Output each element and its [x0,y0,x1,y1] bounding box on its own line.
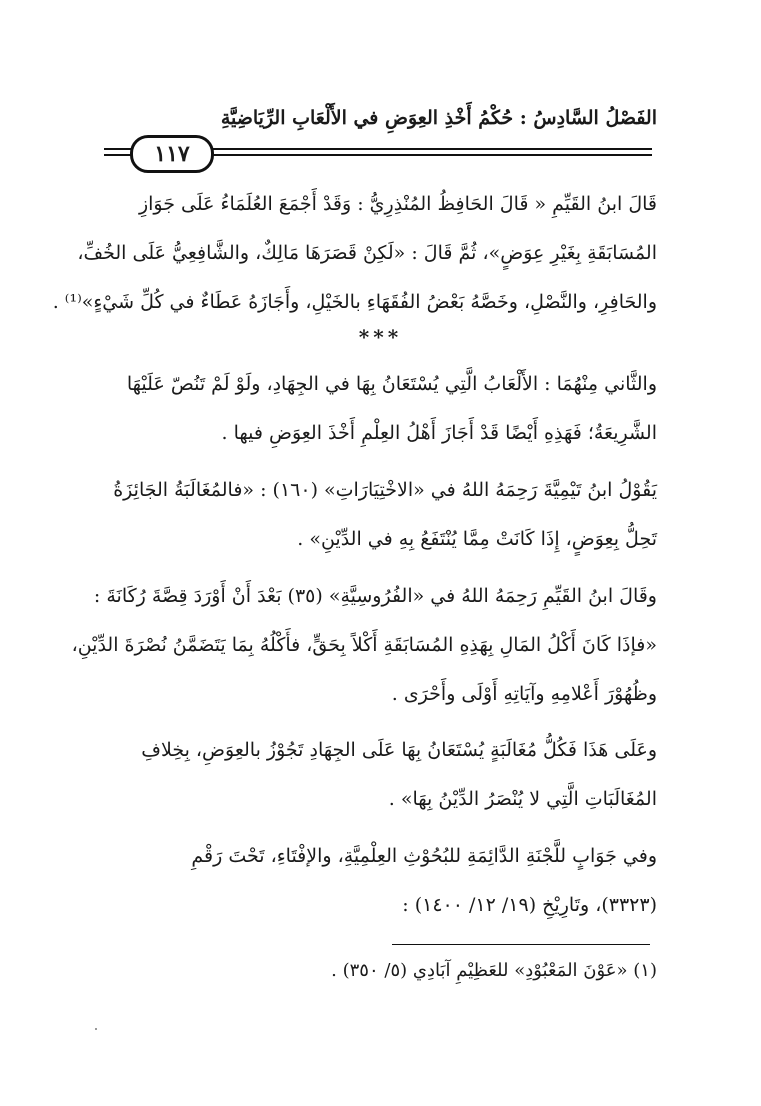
footnote-rule [392,944,650,945]
text-line: المُسَابَقَةِ بِغَيْرِ عِوَضٍ»، ثُمَّ قَالَ : «لَكِنْ قَصَرَهَا مَالِكٌ، والشَّافِعِيُّ عَلَى الخُفِّ، [77,242,657,264]
text-line: «فإذَا كَانَ أَكْلُ المَالِ بِهَذِهِ المُسَابَقَةِ أَكْلاً بِحَقٍّ، فأَكْلُهُ بِمَا يَتَضَمَّنُ نُصْرَةَ الدِّيْنِ، [71,634,657,656]
paragraph-4 [71,572,657,719]
scan-speck [95,1028,97,1030]
text-line: والحَافِرِ، والنَّصْلِ، وخَصَّهُ بَعْضُ الفُقَهَاءِ بالخَيْلِ، وأَجَازَهُ عَطَاءٌ في كُلِّ شَيْءٍ»⁽¹⁾ . [52,291,657,313]
text-line: المُغَالَبَاتِ الَّتِي لا يُنْصَرُ الدِّيْنُ بِهَا» . [388,788,657,810]
text-line: تَحِلُّ بِعِوَضٍ، إِذَا كَانَتْ مِمَّا يُنْتَفَعُ بِهِ في الدِّيْنِ» . [297,528,657,550]
section-separator: *** [358,325,403,349]
text-line: قَالَ ابنُ القَيِّمِ « قَالَ الحَافِظُ المُنْذِرِيُّ : وَقَدْ أَجْمَعَ العُلَمَاءُ عَلَى جَوَازِ [138,193,657,215]
text-line: وقَالَ ابنُ القَيِّمِ رَحِمَهُ اللهُ في «الفُرُوسِيَّةِ» (٣٥) بَعْدَ أَنْ أَوْرَدَ قِصَّةَ رُكَانَةَ : [93,585,657,607]
text-line: والثَّاني مِنْهُمَا : الأَلْعَابُ الَّتِي يُسْتَعَانُ بِهَا في الجِهَادِ، ولَوْ لَمْ تَنُصّ عَلَيْهَا [126,373,657,395]
page-number: ١١٧ [130,135,214,173]
text-line: وفي جَوَابٍ للَّجْنَةِ الدَّائِمَةِ للبُحُوْثِ العِلْمِيَّةِ، والإفْتَاءِ، تَحْتَ رَقْمِ [191,845,657,867]
text-line: وظُهُوْرَ أَعْلامِهِ وآيَاتِهِ أَوْلَى وأَحْرَى . [391,683,657,705]
text-line: يَقُوْلُ ابنُ تَيْمِيَّةَ رَحِمَهُ اللهُ في «الاخْتِيَارَاتِ» (١٦٠) : «فالمُغَالَبَةُ الجَائِزَةُ [113,479,657,501]
paragraph-5 [109,726,657,824]
text-line: الشَّرِيعَةُ؛ فَهَذِهِ أَيْضًا قَدْ أَجَازَ أَهْلُ العِلْمِ أَخْذَ العِوَضِ فيها . [221,422,657,444]
paragraph-6 [109,832,657,930]
text-line: وعَلَى هَذَا فَكُلُّ مُغَالَبَةٍ يُسْتَعَانُ بِهَا عَلَى الجِهَادِ تَجُوْزُ بالعِوَضِ، بِخِلافِ [141,739,657,761]
paragraph-2 [109,360,657,458]
paragraph-1 [52,180,657,327]
running-header: الفَصْلُ السَّادِسُ : حُكْمُ أَخْذِ العِوَضِ في الأَلْعَابِ الرِّيَاضِيَّةِ [220,107,657,129]
paragraph-3 [109,466,657,564]
footnote: (١) «عَوْنَ المَعْبُوْدِ» للعَظِيْمِ آبَادِي (٥/ ٣٥٠) . [331,960,657,981]
text-line: (٣٣٢٣)، وتَارِيْخِ (١٩/ ١٢/ ١٤٠٠) : [402,894,657,916]
